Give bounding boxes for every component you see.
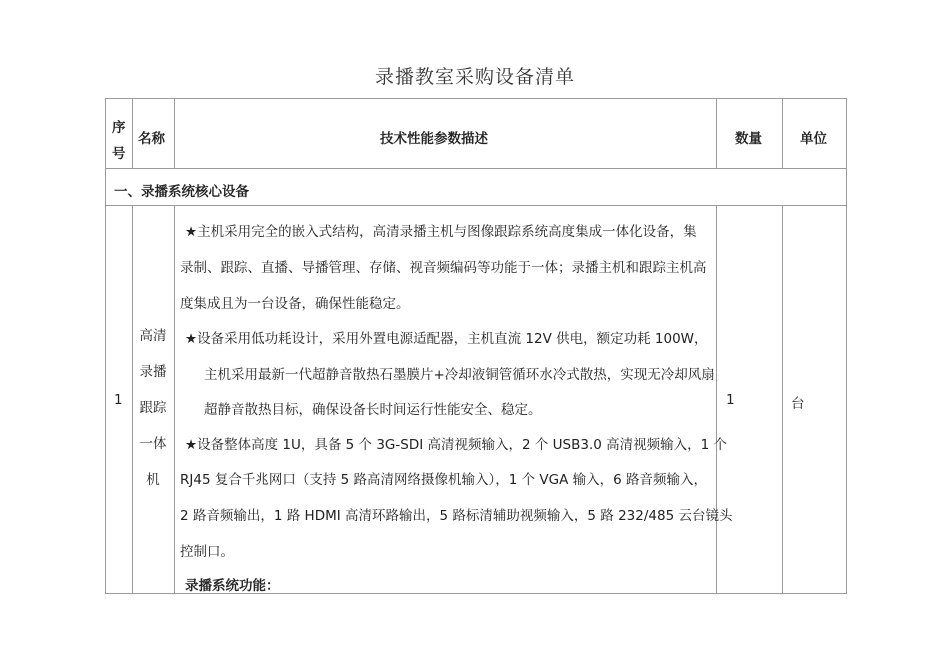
table-border-left: [105, 98, 106, 594]
header-quantity: 数量: [735, 131, 762, 147]
section-bottom-line: [105, 205, 847, 206]
description-line: 超静音散热目标，确保设备长时间运行性能安全、稳定。: [204, 402, 542, 418]
col-divider-index-row: [132, 205, 133, 594]
description-line: 主机采用最新一代超静音散热石墨膜片+冷却液铜管循环水冷式散热，实现无冷却风扇: [204, 367, 715, 383]
description-line: 控制口。: [180, 544, 234, 560]
header-name: 名称: [138, 131, 165, 147]
col-divider-qty-row: [782, 205, 783, 594]
table-border-top: [105, 98, 847, 99]
row-unit: 台: [791, 396, 805, 412]
row-name-line: 机: [146, 472, 160, 488]
header-bottom-line: [105, 168, 847, 169]
description-line: 度集成且为一台设备，确保性能稳定。: [180, 296, 410, 312]
col-divider-qty: [782, 98, 783, 169]
header-index-line1: 序: [112, 120, 126, 136]
description-line: 2 路音频输出，1 路 HDMI 高清环路输出，5 路标清辅助视频输入，5 路 232/485 云台镜头: [180, 508, 733, 524]
table-border-right: [846, 98, 847, 594]
row-index: 1: [114, 392, 123, 408]
description-line: RJ45 复合千兆网口（支持 5 路高清网络摄像机输入），1 个 VGA 输入，6 路音频输入，: [180, 472, 708, 488]
col-divider-name: [174, 98, 175, 169]
row-name-line: 跟踪: [139, 400, 167, 416]
description-subheading: 录播系统功能：: [185, 578, 280, 594]
row-quantity: 1: [726, 392, 735, 408]
col-divider-desc: [716, 98, 717, 169]
col-divider-index: [132, 98, 133, 169]
description-line: 录制、跟踪、直播、导播管理、存储、视音频编码等功能于一体；录播主机和跟踪主机高: [180, 260, 707, 276]
col-divider-name-row: [174, 205, 175, 594]
header-description: 技术性能参数描述: [380, 131, 488, 147]
description-line: ★设备采用低功耗设计，采用外置电源适配器，主机直流 12V 供电，额定功耗 100W，: [185, 331, 708, 347]
page-title: 录播教室采购设备清单: [374, 66, 575, 88]
header-unit: 单位: [800, 131, 827, 147]
row-name-line: 录播: [139, 364, 167, 380]
header-index-line2: 号: [112, 146, 126, 162]
description-line: ★主机采用完全的嵌入式结构，高清录播主机与图像跟踪系统高度集成一体化设备，集: [185, 224, 697, 240]
row-name-line: 高清: [139, 328, 167, 344]
description-line: ★设备整体高度 1U，具备 5 个 3G-SDI 高清视频输入，2 个 USB3.0 高清视频输入，1 个: [185, 437, 728, 453]
section-title: 一、录播系统核心设备: [114, 184, 249, 200]
col-divider-desc-row: [716, 205, 717, 594]
row-name-line: 一体: [139, 436, 167, 452]
